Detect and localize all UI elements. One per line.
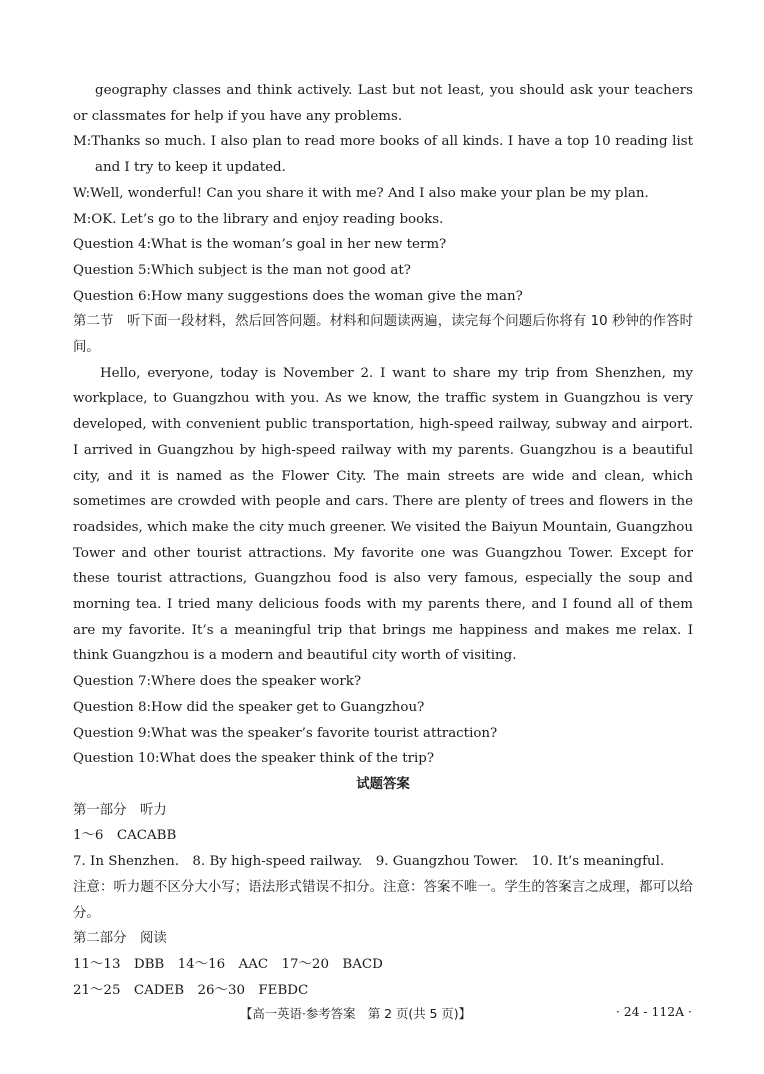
part2-answers-line1: 11～13 DBB 14～16 AAC 17～20 BACD (73, 956, 383, 972)
question-6: Question 6:How many suggestions does the woman give the man? (73, 288, 523, 304)
part1-mc-answers: 1～6 CACABB (73, 828, 177, 844)
part2-label: 第二部分 阅读 (73, 931, 167, 947)
question-10: Question 10:What does the speaker think of the trip? (73, 751, 435, 767)
question-4: Question 4:What is the woman’s goal in her new term? (73, 237, 447, 253)
question-7: Question 7:Where does the speaker work? (73, 674, 362, 690)
part1-label: 第一部分 听力 (73, 802, 167, 818)
footer-page-info: 【高一英语·参考答案 第 2 页(共 5 页)】 (240, 1006, 471, 1021)
listening-passage: Hello, everyone, today is November 2. I want to share my trip from Shenzhen, my workplace, to Guangzhou with you. As we know, the traffic system in Guangzhou is very developed, with convenient public transportation, high-speed railway, subway and airport. I arrived in Guangzhou by high-speed railway with my parents. Guangzhou is a beautiful city, and it is named as the Flower City. The main streets are wide and clean, which sometimes are crowded with people and cars. There are plenty of trees and flowers in the roadsides, which make the city much greener. We visited the Baiyun Mountain, Guangzhou Tower and other tourist attractions. My favorite one was Guangzhou Tower. Except for these tourist attractions, Guangzhou food is also very famous, especially the soup and morning tea. I tried many delicious foods with my parents there, and I found all of them are my favorite. It’s a meaningful trip that brings me happiness and makes me relax. I think Guangzhou is a modern and beautiful city worth of visiting. (73, 365, 693, 664)
part2-answers-line2: 21～25 CADEB 26～30 FEBDC (73, 982, 309, 998)
question-9: Question 9:What was the speaker’s favorite tourist attraction? (73, 725, 498, 741)
page-content (73, 78, 693, 1003)
dialogue-continued-line: geography classes and think actively. Last but not least, you should ask your teachers or classmates for help if you have any problems. (73, 83, 693, 124)
grading-note: 注意：听力题不区分大小写；语法形式错误不扣分。注意：答案不唯一。学生的答案言之成理，都可以给分。 (73, 879, 693, 921)
part1-short-answers: 7. In Shenzhen. 8. By high-speed railway. 9. Guangzhou Tower. 10. It’s meaningful. (73, 854, 665, 870)
answers-title: 试题答案 (356, 776, 410, 792)
section2-header: 第二节 听下面一段材料，然后回答问题。材料和问题读两遍，读完每个问题后你将有 10 秒钟的作答时间。 (73, 314, 693, 356)
dialogue-line-m1: M:Thanks so much. I also plan to read more books of all kinds. I have a top 10 reading list and I try to keep it updated. (73, 134, 693, 176)
dialogue-line-w1: W:Well, wonderful! Can you share it with me? And I also make your plan be my plan. (73, 185, 649, 201)
dialogue-line-m2: M:OK. Let’s go to the library and enjoy reading books. (73, 211, 444, 227)
question-8: Question 8:How did the speaker get to Guangzhou? (73, 699, 425, 715)
footer-doc-code: · 24 - 112A · (615, 1004, 692, 1019)
page-footer (0, 1004, 764, 1028)
question-5: Question 5:Which subject is the man not good at? (73, 262, 411, 278)
